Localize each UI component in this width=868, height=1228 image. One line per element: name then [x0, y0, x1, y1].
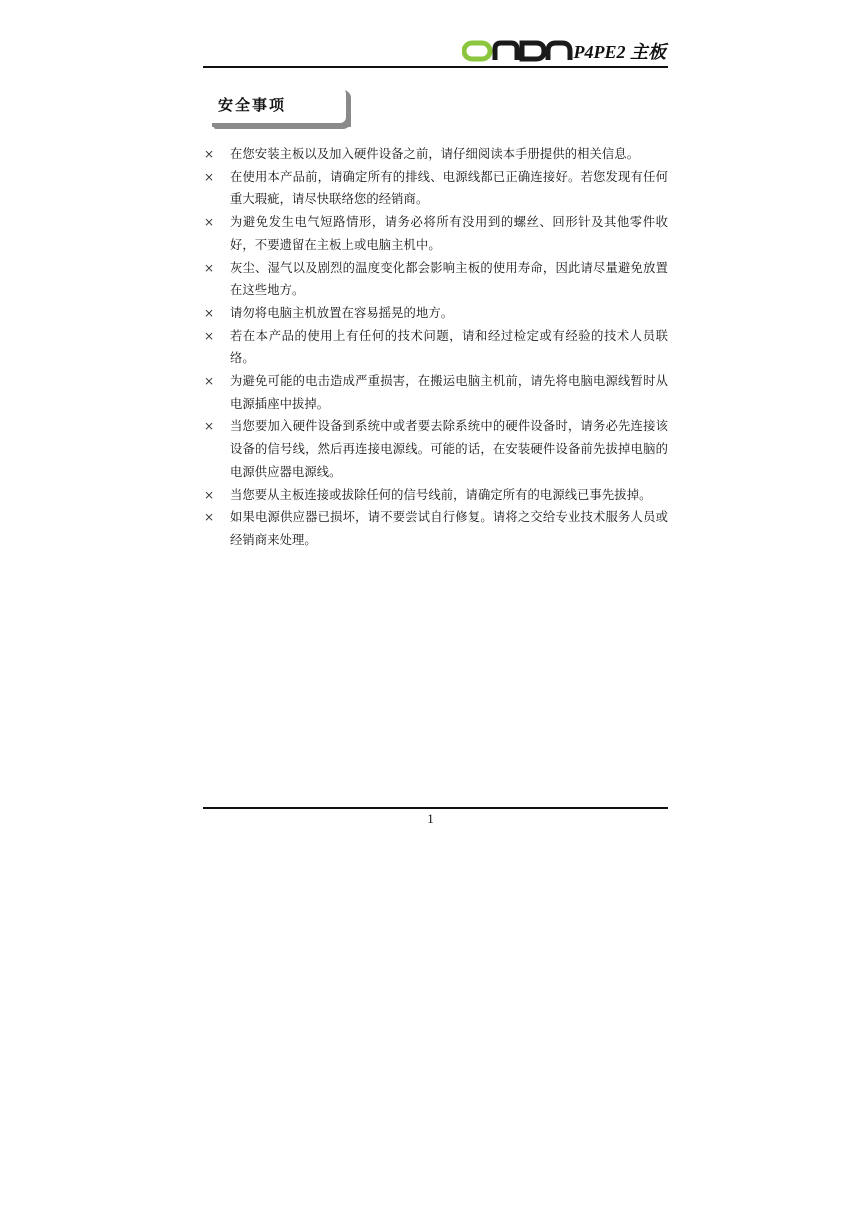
- section-tab: [212, 88, 351, 129]
- notice-text: 请勿将电脑主机放置在容易摇晃的地方。: [230, 305, 454, 320]
- cross-mark-icon: ×: [204, 147, 215, 161]
- notice-text: 灰尘、湿气以及剧烈的温度变化都会影响主板的使用寿命，因此请尽量避免放置在这些地方。: [230, 260, 668, 298]
- notice-text: 当您要加入硬件设备到系统中或者要去除系统中的硬件设备时，请务必先连接该设备的信号线，然后再连接电源线。可能的话，在安装硬件设备前先拔掉电脑的电源供应器电源线。: [230, 419, 668, 479]
- cross-mark-icon: ×: [204, 328, 215, 343]
- cross-mark-icon: ×: [204, 215, 215, 230]
- notice-item: [203, 484, 668, 507]
- notice-item: [203, 211, 668, 256]
- cross-mark-icon: ×: [204, 374, 215, 389]
- footer-rule: [203, 807, 668, 809]
- notice-item: [203, 257, 668, 302]
- notice-text: 在使用本产品前，请确定所有的排线、电源线都已正确连接好。若您发现有任何重大瑕疵，请尽快联络您的经销商。: [230, 169, 668, 207]
- cross-mark-icon: ×: [204, 305, 215, 320]
- notice-text: 如果电源供应器已损坏，请不要尝试自行修复。请将之交给专业技术服务人员或经销商来处理。: [230, 510, 668, 547]
- header-rule: [203, 66, 668, 68]
- notice-text: 若在本产品的使用上有任何的技术问题，请和经过检定或有经验的技术人员联络。: [230, 328, 668, 366]
- onda-logo: [462, 40, 574, 62]
- cross-mark-icon: ×: [204, 260, 215, 275]
- notice-item: [203, 506, 668, 551]
- notice-text: 为避免可能的电击造成严重损害，在搬运电脑主机前，请先将电脑电源线暂时从电源插座中拔掉。: [230, 374, 668, 411]
- notice-item: [203, 415, 668, 483]
- notice-text: 当您要从主板连接或拔除任何的信号线前，请确定所有的电源线已事先拔掉。: [230, 487, 652, 502]
- section-title: 安全事项: [218, 96, 287, 114]
- cross-mark-icon: ×: [204, 169, 215, 184]
- notice-item: [203, 370, 668, 415]
- page-number: 1: [427, 811, 434, 826]
- notice-text: 在您安装主板以及加入硬件设备之前，请仔细阅读本手册提供的相关信息。: [230, 147, 640, 161]
- cross-mark-icon: ×: [204, 487, 215, 502]
- cross-mark-icon: ×: [204, 419, 215, 434]
- notice-item: [203, 143, 668, 166]
- cross-mark-icon: ×: [204, 510, 215, 525]
- notice-text: 为避免发生电气短路情形，请务必将所有没用到的螺丝、回形针及其他零件收好，不要遗留在主板上或电脑主机中。: [230, 215, 668, 252]
- header-title: P4PE2 主板: [573, 42, 666, 62]
- notice-item: [203, 302, 668, 325]
- notice-item: [203, 325, 668, 370]
- notice-item: [203, 166, 668, 211]
- page-header: [203, 36, 668, 68]
- safety-notice-list: [203, 143, 668, 552]
